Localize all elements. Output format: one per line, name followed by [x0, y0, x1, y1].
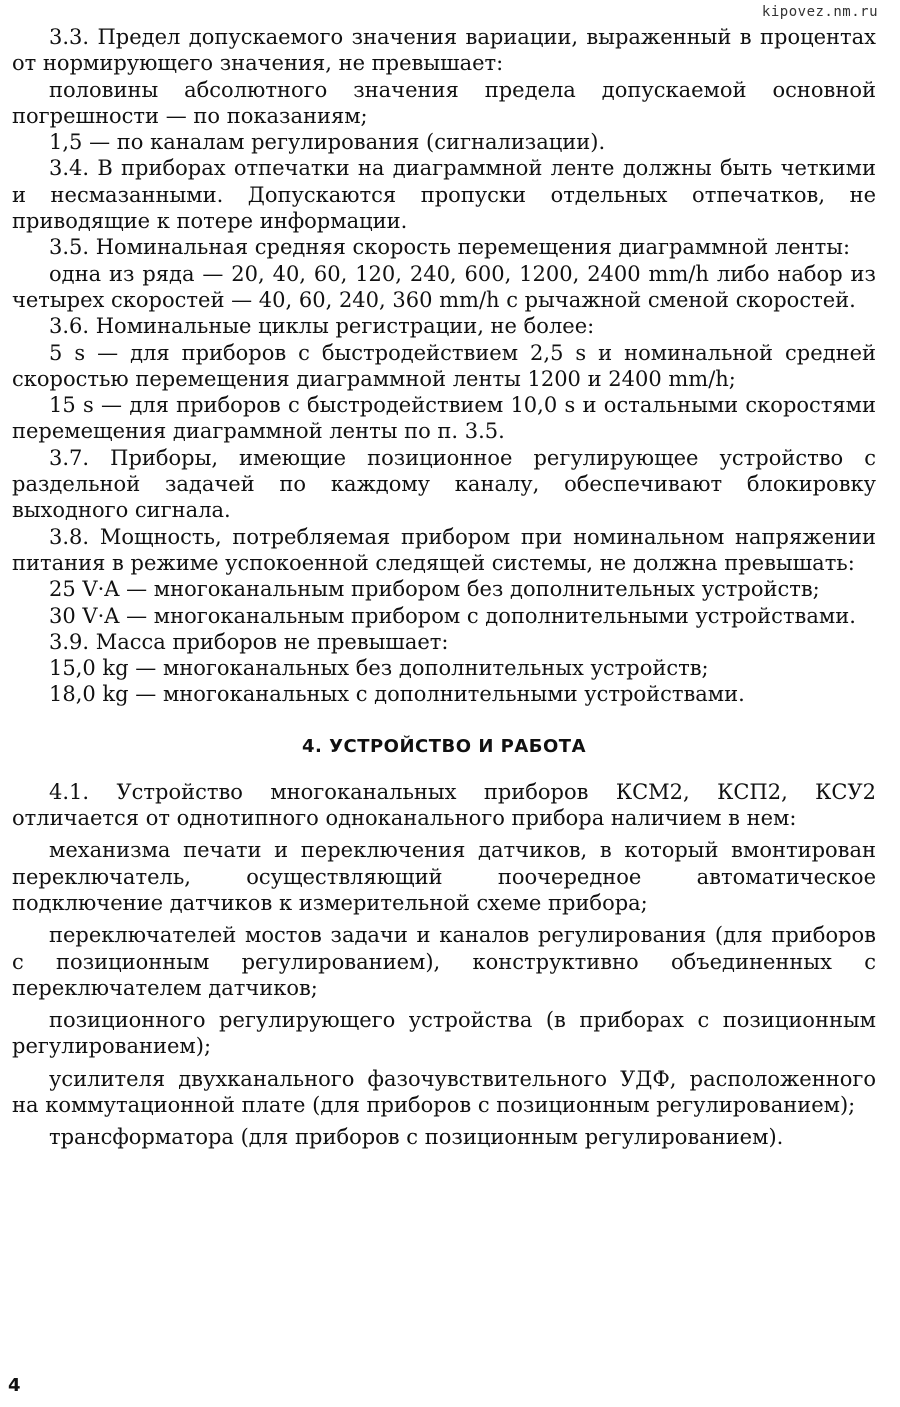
paragraph-3-6-item-2: 15 s — для приборов с быстродействием 10,0 s и остальными скоростями перемещения диаграммной ленты по п. 3.5. [12, 393, 876, 444]
paragraph-3-9-item-1: 15,0 kg — многоканальных без дополнительных устройств; [49, 656, 709, 681]
paragraph-4-1-item-5: трансформатора (для приборов с позиционным регулированием). [49, 1125, 784, 1150]
paragraph-3-3-item-1: половины абсолютного значения предела допускаемой основной погрешности — по показаниям; [12, 77, 876, 128]
paragraph-3-7: 3.7. Приборы, имеющие позиционное регулирующее устройство с раздельной задачей по каждому каналу, обеспечивают блокировку выходного сигнала. [12, 445, 876, 523]
paragraph-4-1: 4.1. Устройство многоканальных приборов КСМ2, КСП2, КСУ2 отличается от однотипного одноканального прибора наличием в нем: [12, 779, 876, 831]
document-page [12, 24, 876, 1151]
paragraph-3-8: 3.8. Мощность, потребляемая прибором при номинальном напряжении питания в режиме успокоенной следящей системы, не должна превышать: [12, 524, 876, 575]
paragraph-4-1-item-1: механизма печати и переключения датчиков, в который вмонтирован переключатель, осуществляющий поочередное автоматическое подключение датчиков к измерительной схеме прибора; [12, 838, 876, 915]
paragraph-4-1-item-2: переключателей мостов задачи и каналов регулирования (для приборов с позиционным регулированием), конструктивно объединенных с переключателем датчиков; [12, 923, 876, 1000]
paragraph-3-8-item-2: 30 V·A — многоканальным прибором с дополнительными устройствами. [49, 603, 856, 628]
paragraph-3-4: 3.4. В приборах отпечатки на диаграммной ленте должны быть четкими и несмазанными. Допускаются пропуски отдельных отпечатков, не приводящие к потере информации. [12, 156, 876, 234]
paragraph-3-9-item-2: 18,0 kg — многоканальных с дополнительными устройствами. [49, 682, 745, 707]
paragraph-3-9: 3.9. Масса приборов не превышает: [49, 629, 449, 654]
page-number: 4 [8, 1375, 21, 1396]
section-heading: 4. УСТРОЙСТВО И РАБОТА [301, 735, 586, 757]
paragraph-3-8-item-1: 25 V·A — многоканальным прибором без дополнительных устройств; [49, 577, 820, 602]
paragraph-4-1-item-3: позиционного регулирующего устройства (в приборах с позиционным регулированием); [12, 1008, 876, 1059]
paragraph-4-1-item-4: усилителя двухканального фазочувствительного УДФ, расположенного на коммутационной плате (для приборов с позиционным регулированием); [12, 1066, 876, 1117]
paragraph-3-3-item-2: 1,5 — по каналам регулирования (сигнализации). [49, 130, 606, 155]
paragraph-3-6-item-1: 5 s — для приборов с быстродействием 2,5 s и номинальной средней скоростью перемещения диаграммной ленты 1200 и 2400 mm/h; [12, 340, 876, 391]
paragraph-3-3: 3.3. Предел допускаемого значения вариации, выраженный в процентах от нормирующего значения, не превышает: [12, 25, 876, 76]
watermark: kipovez.nm.ru [761, 4, 878, 20]
paragraph-3-5-item-1: одна из ряда — 20, 40, 60, 120, 240, 600, 1200, 2400 mm/h либо набор из четырех скоростей — 40, 60, 240, 360 mm/h с рычажной сменой скоростей. [12, 261, 876, 312]
paragraph-3-5: 3.5. Номинальная средняя скорость перемещения диаграммной ленты: [49, 235, 851, 260]
paragraph-3-6: 3.6. Номинальные циклы регистрации, не более: [49, 314, 595, 339]
